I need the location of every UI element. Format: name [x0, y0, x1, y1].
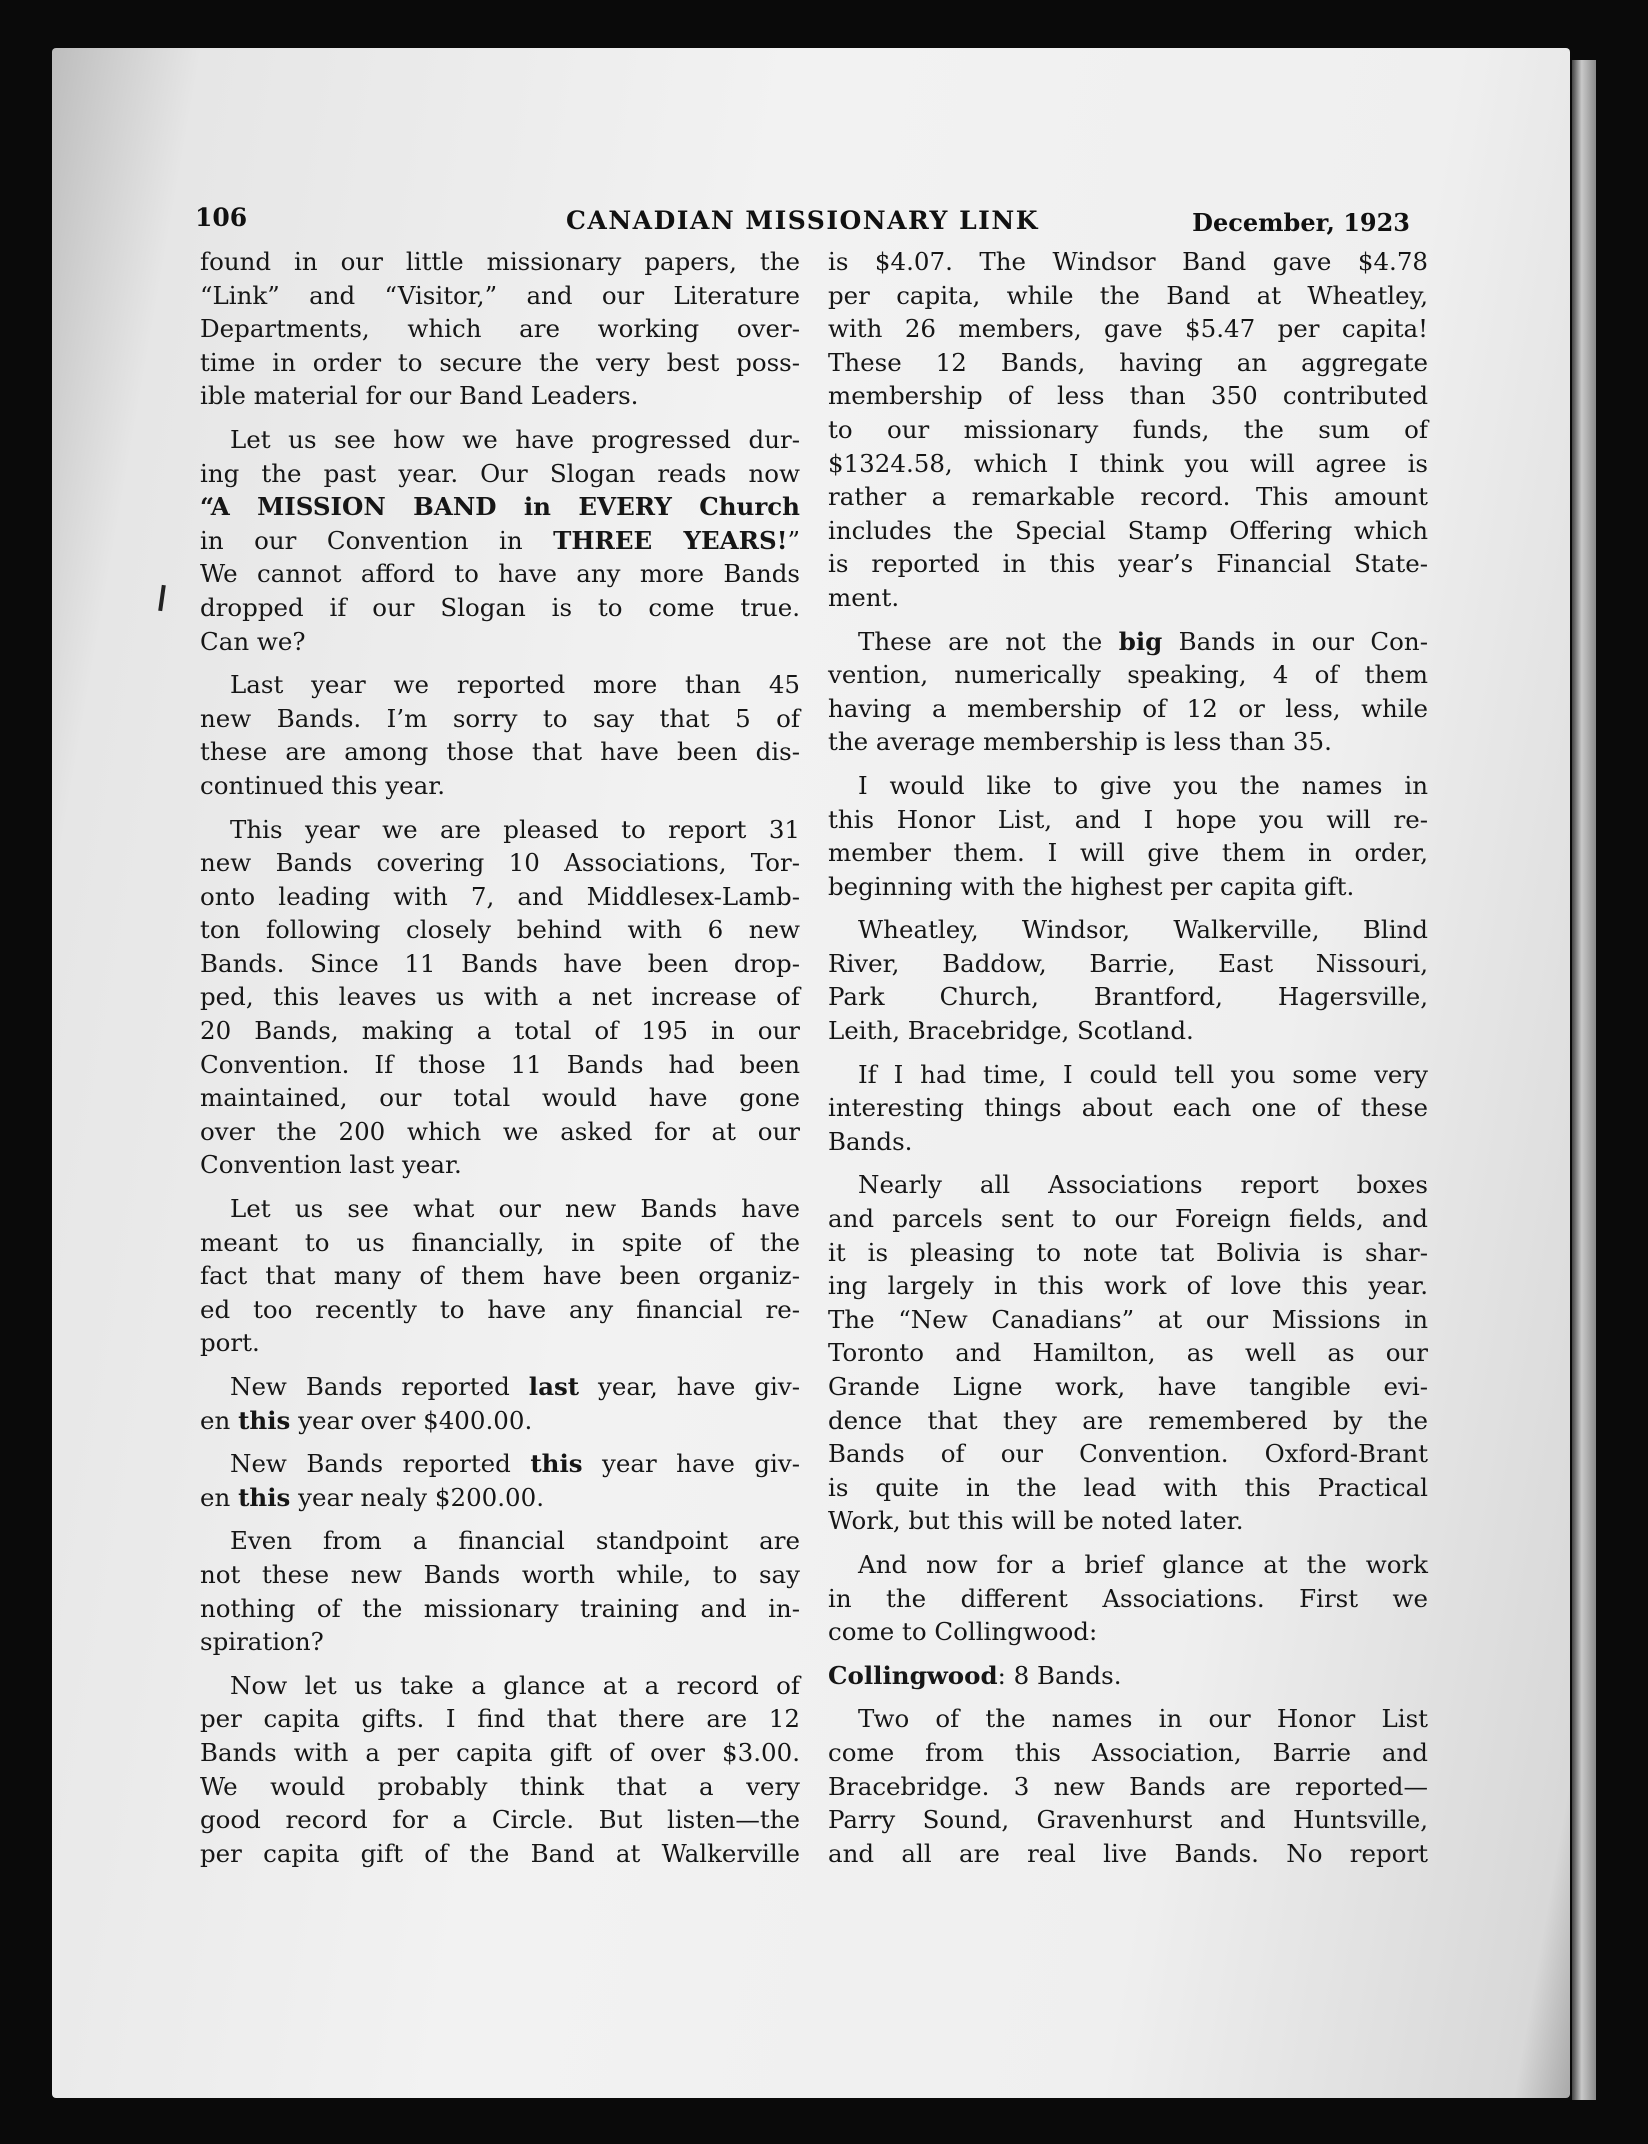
text-line: fact that many of them have been organiz- — [200, 1261, 800, 1291]
paragraph — [828, 1058, 1428, 1159]
text-line: Bracebridge. 3 new Bands are reported— — [828, 1771, 1428, 1801]
paragraph — [828, 1168, 1428, 1538]
text-line: Leith, Bracebridge, Scotland. — [828, 1016, 1194, 1046]
journal-title: CANADIAN MISSIONARY LINK — [566, 206, 1039, 235]
text-line: per capita gifts. I find that there are 12 — [200, 1704, 800, 1734]
text-fragment: in our Convention in — [200, 525, 554, 555]
text-line: Last year we reported more than 45 — [230, 670, 800, 700]
text-line: good record for a Circle. But listen—the — [200, 1805, 800, 1835]
text-line: come from this Association, Barrie and — [828, 1737, 1428, 1767]
text-line: Bands. — [828, 1126, 913, 1156]
association-heading — [828, 1659, 1428, 1693]
paragraph — [200, 1370, 800, 1437]
text-fragment: en — [200, 1405, 239, 1435]
text-fragment: year have giv- — [582, 1449, 800, 1479]
text-line: dropped if our Slogan is to come true. — [200, 592, 800, 622]
slogan-emphasis: THREE YEARS! — [553, 525, 788, 555]
text-line: it is pleasing to note tat Bolivia is shar- — [828, 1237, 1428, 1267]
text-line: ton following closely behind with 6 new — [200, 915, 800, 945]
text-line: River, Baddow, Barrie, East Nissouri, — [828, 948, 1428, 978]
paragraph — [200, 1447, 800, 1514]
text-line: Two of the names in our Honor List — [858, 1704, 1428, 1734]
text-line: new Bands. I’m sorry to say that 5 of — [200, 703, 800, 733]
text-line: new Bands covering 10 Associations, Tor- — [200, 848, 800, 878]
paragraph — [200, 813, 800, 1183]
text-fragment: year, have giv- — [579, 1372, 800, 1401]
text-line: Wheatley, Windsor, Walkerville, Blind — [858, 915, 1428, 945]
text-line: and all are real live Bands. No report — [828, 1838, 1428, 1868]
text-fragment: year nealy $200.00. — [290, 1482, 544, 1512]
text-line: Even from a financial standpoint are — [230, 1526, 800, 1556]
text-line: Park Church, Brantford, Hagersville, — [828, 982, 1428, 1012]
left-column — [200, 245, 800, 1880]
text-line: is reported in this year’s Financial State- — [828, 549, 1428, 579]
text-line: We would probably think that a very — [200, 1771, 800, 1801]
text-line: And now for a brief glance at the work — [858, 1549, 1428, 1579]
text-line: this Honor List, and I hope you will re- — [828, 804, 1428, 834]
text-line: Work, but this will be noted later. — [828, 1506, 1244, 1536]
text-line — [200, 1370, 800, 1404]
text-line: Can we? — [200, 626, 306, 656]
text-line: “Link” and “Visitor,” and our Literature — [200, 280, 800, 310]
text-line: having a membership of 12 or less, while — [828, 693, 1428, 723]
paragraph — [200, 1524, 800, 1658]
text-fragment: en — [200, 1482, 239, 1512]
text-line: interesting things about each one of these — [828, 1093, 1428, 1123]
bold-word: last — [528, 1372, 580, 1401]
text-line: Now let us take a glance at a record of — [230, 1670, 800, 1700]
text-line: and parcels sent to our Foreign fields, and — [828, 1204, 1428, 1234]
text-line: Convention. If those 11 Bands had been — [200, 1049, 800, 1079]
bold-word: this — [530, 1449, 583, 1479]
bold-word: this — [238, 1482, 291, 1512]
text-line: onto leading with 7, and Middlesex-Lamb- — [200, 881, 800, 911]
text-line: includes the Special Stamp Offering which — [828, 515, 1428, 545]
band-count: : 8 Bands. — [997, 1660, 1122, 1690]
text-line: I would like to give you the names in — [858, 770, 1428, 800]
paragraph — [828, 1702, 1428, 1870]
text-line: We cannot afford to have any more Bands — [200, 559, 800, 589]
text-line: Bands with a per capita gift of over $3.00. — [200, 1737, 800, 1767]
text-line: with 26 members, gave $5.47 per capita! — [828, 314, 1428, 344]
text-line: meant to us financially, in spite of the — [200, 1227, 800, 1257]
text-line: Parry Sound, Gravenhurst and Huntsville, — [828, 1805, 1428, 1835]
page-number: 106 — [195, 203, 248, 232]
text-line: Bands. Since 11 Bands have been drop- — [200, 948, 800, 978]
text-line — [200, 1404, 800, 1438]
text-line: vention, numerically speaking, 4 of them — [828, 660, 1428, 690]
text-line: 20 Bands, making a total of 195 in our — [200, 1016, 800, 1046]
text-line: The “New Canadians” at our Missions in — [828, 1304, 1428, 1334]
right-column — [828, 245, 1428, 1880]
text-line: time in order to secure the very best poss- — [200, 347, 800, 377]
text-line: beginning with the highest per capita gift. — [828, 871, 1355, 901]
text-line: the average membership is less than 35. — [828, 727, 1332, 757]
text-line: ment. — [828, 582, 900, 612]
text-line: is quite in the lead with this Practical — [828, 1472, 1428, 1502]
text-line: ing the past year. Our Slogan reads now — [200, 458, 800, 488]
paragraph — [828, 625, 1428, 759]
paragraph — [828, 769, 1428, 903]
text-line — [200, 1447, 800, 1481]
text-line: Toronto and Hamilton, as well as our — [828, 1338, 1428, 1368]
text-fragment: These are not the — [858, 626, 1119, 656]
paragraph — [828, 245, 1428, 615]
text-line: nothing of the missionary training and in- — [200, 1593, 800, 1623]
text-fragment: year over $400.00. — [290, 1405, 533, 1435]
running-header — [195, 203, 1410, 239]
text-line: Convention last year. — [200, 1150, 462, 1180]
honor-list — [828, 913, 1428, 1047]
paragraph — [828, 1548, 1428, 1649]
text-line: Nearly all Associations report boxes — [858, 1170, 1428, 1200]
paragraph — [200, 1192, 800, 1360]
text-line: Let us see what our new Bands have — [230, 1194, 800, 1224]
paragraph — [200, 423, 800, 658]
text-line: per capita gift of the Band at Walkerville — [200, 1838, 800, 1868]
text-fragment: Bands in our Con- — [1162, 626, 1428, 656]
text-line: maintained, our total would have gone — [200, 1083, 800, 1113]
text-line: is $4.07. The Windsor Band gave $4.78 — [828, 247, 1428, 276]
text-line: This year we are pleased to report 31 — [230, 814, 800, 844]
text-fragment: ” — [787, 525, 800, 555]
text-line: ible material for our Band Leaders. — [200, 381, 639, 411]
text-line: Departments, which are working over- — [200, 314, 800, 344]
paragraph — [200, 668, 800, 802]
adjacent-page-edge — [1572, 60, 1596, 2100]
text-line: $1324.58, which I think you will agree is — [828, 448, 1428, 478]
text-line: Let us see how we have progressed dur- — [230, 424, 800, 454]
text-fragment: New Bands reported — [230, 1372, 529, 1401]
text-line: rather a remarkable record. This amount — [828, 482, 1428, 512]
text-line: continued this year. — [200, 770, 446, 800]
slogan-line: “A MISSION BAND in EVERY Church — [200, 492, 800, 522]
text-line — [200, 1481, 800, 1515]
text-line — [828, 625, 1428, 659]
text-line: over the 200 which we asked for at our — [200, 1116, 800, 1146]
text-line — [200, 524, 800, 558]
text-line: port. — [200, 1328, 260, 1358]
text-line: in the different Associations. First we — [828, 1583, 1428, 1613]
text-line: ing largely in this work of love this year. — [828, 1271, 1428, 1301]
association-name: Collingwood — [828, 1660, 998, 1690]
text-line: per capita, while the Band at Wheatley, — [828, 280, 1428, 310]
text-line: ed too recently to have any financial re- — [200, 1294, 800, 1324]
bold-word: this — [238, 1405, 291, 1435]
paragraph — [200, 245, 800, 413]
text-line: membership of less than 350 contributed — [828, 381, 1428, 411]
bold-word: big — [1118, 626, 1163, 656]
text-line: If I had time, I could tell you some very — [858, 1059, 1428, 1089]
text-line: Grande Ligne work, have tangible evi- — [828, 1372, 1428, 1401]
text-fragment: New Bands reported — [230, 1449, 531, 1479]
text-line: Bands of our Convention. Oxford-Brant — [828, 1439, 1428, 1469]
text-line: these are among those that have been dis- — [200, 737, 800, 767]
text-line: come to Collingwood: — [828, 1617, 1098, 1647]
text-line: not these new Bands worth while, to say — [200, 1559, 800, 1589]
issue-date: December, 1923 — [1192, 208, 1410, 237]
text-line: spiration? — [200, 1627, 324, 1657]
text-line: to our missionary funds, the sum of — [828, 414, 1428, 444]
text-line: member them. I will give them in order, — [828, 838, 1428, 868]
text-line: found in our little missionary papers, the — [200, 247, 800, 276]
paragraph — [200, 1669, 800, 1871]
text-line: These 12 Bands, having an aggregate — [828, 347, 1428, 377]
text-line: ped, this leaves us with a net increase of — [200, 982, 800, 1012]
text-line: dence that they are remembered by the — [828, 1405, 1428, 1435]
